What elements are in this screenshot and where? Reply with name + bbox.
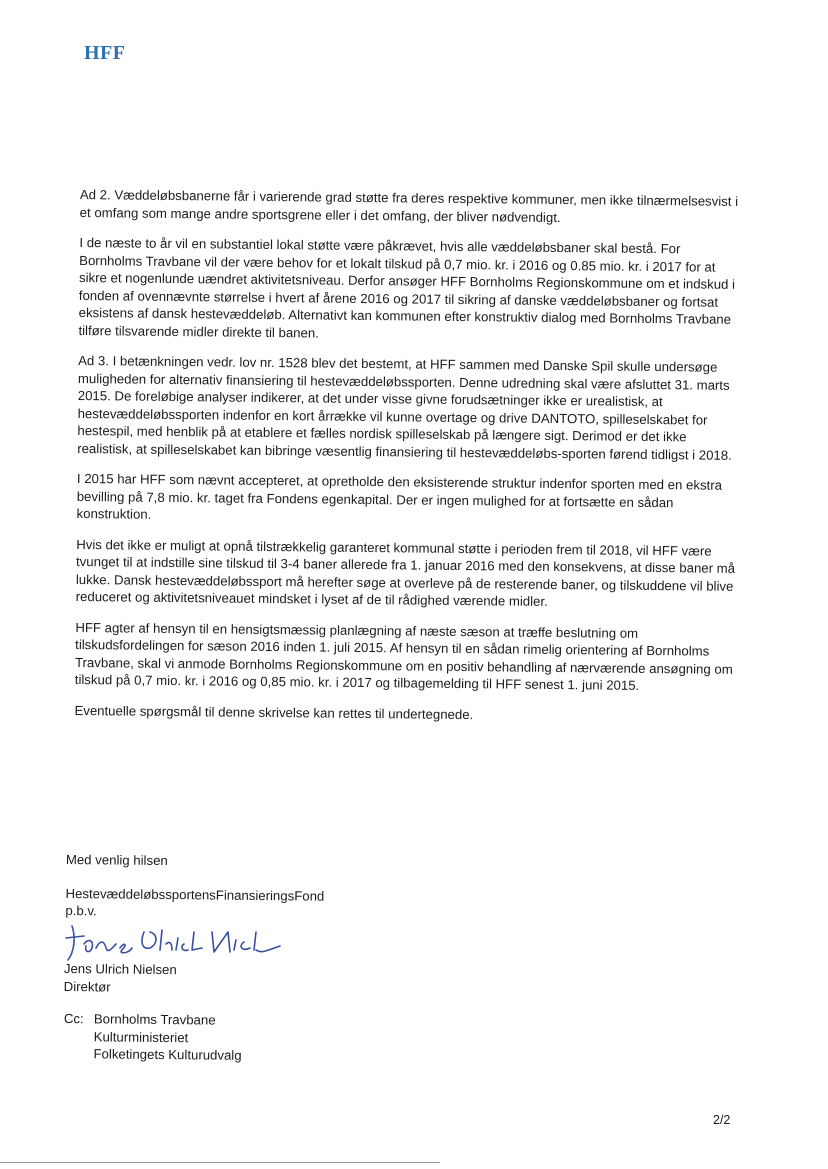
paragraph-request: HFF agter af hensyn til en hensigtsmæssig planlægning af næste sæson at træffe beslutning om tilskudsfordelingen for sæson 2016 inden 1. juli 2015. Af hensyn til en sådan rimelig orientering af Bornholms Travbane, skal vi anmode Bornholms Regionskommune om en positiv behandling af nærværende ansøgning om tilskud på 0,7 mio. kr. i 2016 og 0,85 mio. kr. i 2017 og tilbagemelding til HFF senest 1. juni 2015. [74, 619, 733, 693]
organization-name: HestevæddeløbssportensFinansieringsFond [65, 885, 325, 904]
letter-body [74, 186, 744, 739]
paragraph-consequences: Hvis det ikke er muligt at opnå tilstrækkelig garanteret kommunal støtte i perioden frem til 2018, vil HFF være tvunget til at indstille sine tilskud til 3-4 baner allerede fra 1. januar 2016 med den konsekvens, at disse baner må lukke. Dansk hestevæddeløbssport må herefter søge at overleve på de resterende baner, og tilskuddene vil blive reduceret og aktivitetsniveauet mindsket i lyset af de til rådighed værende midler. [75, 536, 736, 609]
cc-recipient: Kulturministeriet [93, 1028, 189, 1045]
paragraph-ad2: Ad 2. Væddeløbsbanerne får i varierende grad støtte fra deres respektive kommuner, men ikke tilnærmelsesvist i et omfang som mange andre sportsgrene eller i det omfang, der bliver nødvendigt. [79, 186, 739, 225]
paragraph-2015-structure: I 2015 har HFF som nævnt accepteret, at opretholde den eksisterende struktur indenfor sporten med en ekstra bevilling på 7,8 mio. kr. taget fra Fondens egenkapital. Der er ingen mulighed for at fortsætte en sådan konstruktion. [76, 470, 723, 522]
scan-edge-divider [0, 1162, 440, 1163]
paragraph-questions: Eventuelle spørgsmål til denne skrivelse kan rettes til undertegnede. [74, 702, 474, 722]
cc-recipient: Bornholms Travbane [93, 1011, 216, 1028]
signer-block [64, 960, 177, 996]
closing-greeting: Med venlig hilsen [65, 851, 168, 869]
page-number: 2/2 [713, 1113, 731, 1127]
hff-logo: HFF [84, 42, 126, 64]
signer-title: Direktør [63, 978, 111, 994]
paragraph-local-support: I de næste to år vil en substantiel lokal støtte være påkrævet, hvis alle væddeløbsbaner skal bestå. For Bornholms Travbane vil der være behov for et lokalt tilskud på 0,7 mio. kr. i 2016 og 0.85 mio. kr. i 2017 for at sikre et nogenlunde uændret aktivitetsniveau. Derfor ansøger HFF Bornholms Regionskommune om et indskud i fonden af ovennævnte størrelse i hvert af årene 2016 og 2017 til sikring af danske væddeløbsbaner og fortsat eksistens af dansk hestevæddeløb. Alternativt kan kommunen efter konstruktiv dialog med Bornholms Travbane tilføre tilsvarende midler direkte til banen. [78, 234, 736, 341]
cc-recipient-list [93, 1010, 354, 1065]
cc-label: Cc: [63, 1010, 84, 1027]
closing-block [65, 851, 466, 924]
paragraph-ad3: Ad 3. I betænkningen vedr. lov nr. 1528 blev det bestemt, at HFF sammen med Danske Spil skulle undersøge muligheden for alternativ finansiering til hestevæddeløbssporten. Denne udredning skal være afsluttet 31. marts 2015. De foreløbige analyser indikerer, at det under visse givne forudsætninger ikke er urealistisk, at hestevæddeløbssporten indenfor en kort årrække vil kunne overtage og drive DANTOTO, spilleselskabet for hestespil, med henblik på at etablere et fælles nordisk spilleselskab på længere sigt. Derimod er det ikke realistisk, at spilleselskabet kan bibringe væsentlig finansiering til hestevæddeløbs-sporten førend tidligst i 2018. [77, 352, 732, 463]
signer-name: Jens Ulrich Nielsen [63, 960, 177, 978]
on-behalf-label: p.b.v. [65, 902, 97, 919]
cc-recipient: Folketingets Kulturudvalg [93, 1046, 242, 1063]
